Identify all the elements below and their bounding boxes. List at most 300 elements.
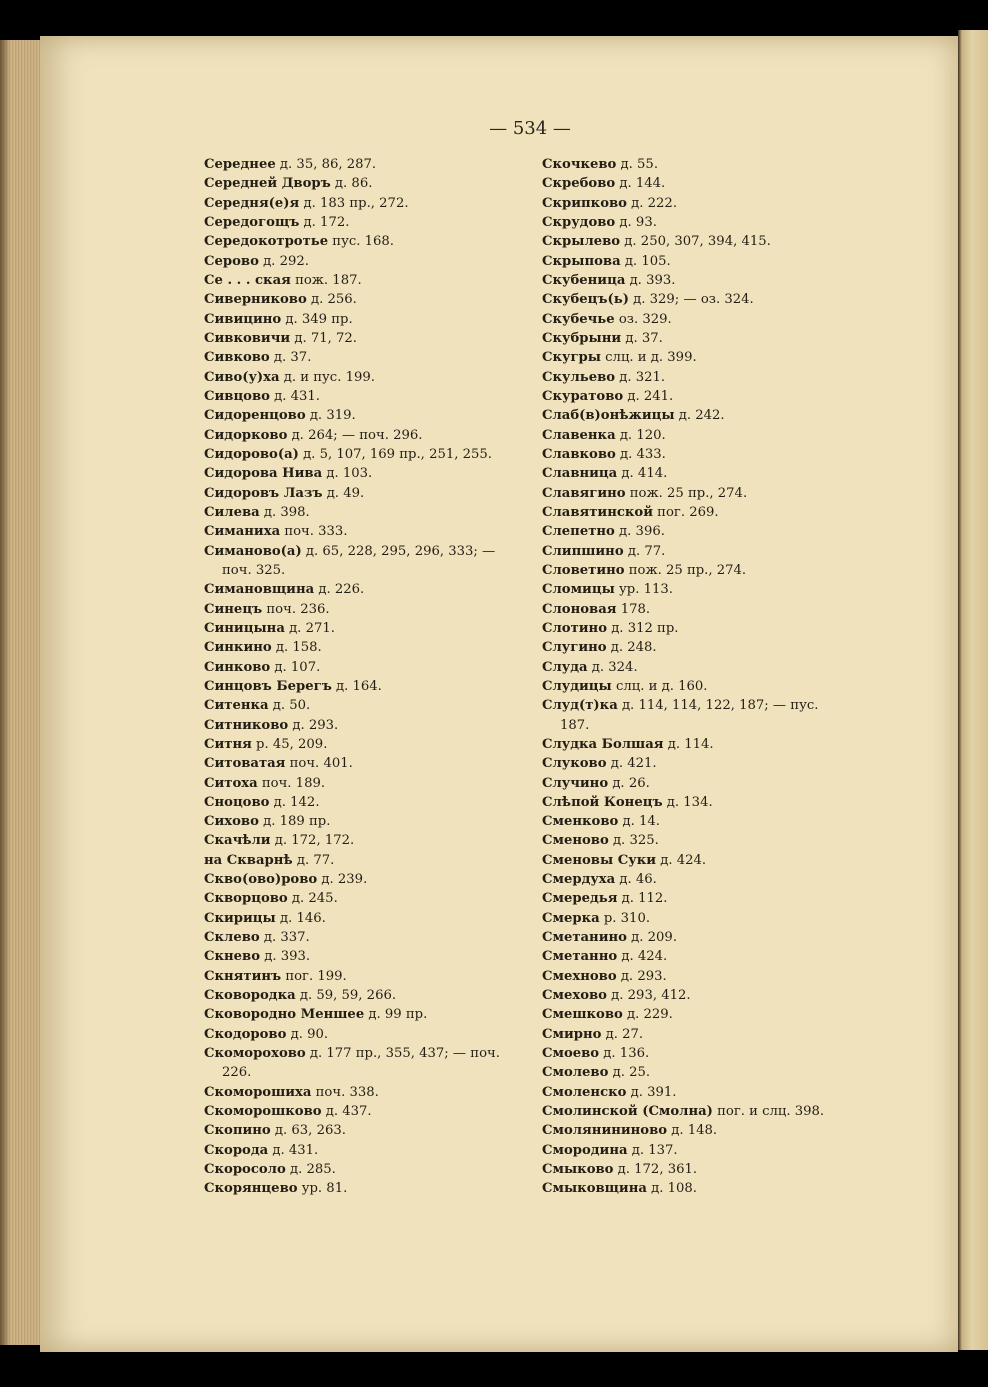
entry-name: Сковородка — [204, 988, 296, 1004]
index-entry — [542, 580, 862, 599]
index-entry — [542, 638, 862, 657]
index-entry — [542, 484, 862, 503]
entry-reference: д. 49. — [322, 485, 365, 501]
entry-name: Скорода — [204, 1142, 269, 1158]
entry-reference: д. 146. — [275, 910, 326, 926]
index-entry — [204, 329, 584, 348]
entry-name: Словетино — [542, 562, 625, 578]
entry-name: Скворцово — [204, 891, 288, 907]
entry-name: Смородина — [542, 1142, 628, 1158]
index-entry — [204, 522, 584, 541]
index-entry — [204, 793, 584, 812]
entry-name: Слотино — [542, 620, 607, 636]
entry-name: Сидоренцово — [204, 408, 306, 424]
entry-continuation: 226. — [222, 1065, 252, 1081]
index-entry — [204, 1160, 584, 1179]
entry-reference: д. 431. — [268, 1142, 319, 1158]
index-entry — [204, 851, 584, 870]
entry-name: Середнее — [204, 157, 276, 172]
entry-name: Слипшино — [542, 543, 624, 559]
entry-name: Сивковичи — [204, 330, 291, 346]
index-entry — [542, 368, 862, 387]
entry-name: Симановщина — [204, 582, 315, 598]
entry-name: Сноцово — [204, 794, 270, 810]
index-entry — [542, 1141, 862, 1160]
entry-reference: д. 431. — [269, 388, 320, 404]
entry-reference: д. 293. — [616, 968, 667, 984]
entry-name: Середогощъ — [204, 214, 300, 230]
entry-name: Скнево — [204, 949, 261, 965]
entry-name: Се . . . ская — [204, 272, 291, 288]
entry-name: Славница — [542, 466, 618, 482]
entry-name: Скоросоло — [204, 1162, 286, 1178]
entry-continuation: 187. — [560, 717, 590, 733]
entry-reference: д. 77. — [623, 543, 666, 559]
entry-reference: д. 292. — [258, 253, 309, 269]
entry-name: Слуково — [542, 756, 607, 772]
index-entry — [542, 909, 862, 928]
index-entry — [204, 1044, 584, 1083]
entry-reference: д. 172, 361. — [613, 1162, 698, 1178]
index-entry — [542, 1025, 862, 1044]
entry-reference: д. 293. — [288, 717, 339, 733]
entry-name: Склево — [204, 930, 260, 946]
entry-reference: д. 250, 307, 394, 415. — [620, 234, 771, 250]
index-entry — [204, 194, 584, 213]
index-entry — [542, 542, 862, 561]
index-entry — [204, 735, 584, 754]
entry-reference: пог. и слц. 398. — [712, 1104, 825, 1120]
entry-reference: д. 14. — [618, 814, 660, 830]
page-number: — 534 — — [489, 118, 571, 139]
entry-reference: д. 164. — [331, 678, 382, 694]
index-entry — [204, 1121, 584, 1140]
entry-reference: д. 325. — [608, 833, 659, 849]
entry-reference: д. 136. — [599, 1046, 650, 1062]
index-entry — [542, 310, 862, 329]
index-entry — [204, 310, 584, 329]
entry-reference: 178. — [616, 601, 651, 617]
entry-name: Скульево — [542, 369, 616, 385]
entry-name: Смешково — [542, 1007, 623, 1023]
entry-name: Слуд(т)ка — [542, 698, 618, 714]
entry-name: Слугино — [542, 640, 607, 656]
index-entry — [542, 831, 862, 850]
entry-reference: слц. и д. 399. — [600, 350, 697, 366]
index-entry — [204, 928, 584, 947]
index-entry — [542, 658, 862, 677]
entry-name: Синкино — [204, 640, 272, 656]
entry-reference: д. 55. — [616, 157, 659, 172]
index-entry — [204, 677, 584, 696]
entry-name: Сменовы Суки — [542, 852, 657, 868]
entry-name: Скрылево — [542, 234, 621, 250]
entry-reference: пус. 168. — [328, 234, 394, 250]
entry-reference: д. 37. — [269, 350, 312, 366]
entry-reference: д. 26. — [608, 775, 650, 791]
entry-reference: д. 120. — [615, 427, 666, 443]
entry-name: Скубецъ(ь) — [542, 292, 629, 308]
entry-name: Смыковщина — [542, 1181, 647, 1197]
index-entry — [542, 271, 862, 290]
index-entry — [204, 1141, 584, 1160]
entry-name: Славенка — [542, 427, 616, 443]
entry-reference: д. 248. — [606, 640, 657, 656]
entry-name: Середня(е)я — [204, 195, 300, 211]
entry-name: Синецъ — [204, 601, 263, 617]
index-entry — [542, 155, 862, 174]
entry-reference: д. 114. — [663, 736, 714, 752]
entry-name: Скугры — [542, 350, 601, 366]
entry-reference: д. 107. — [270, 659, 321, 675]
entry-reference: д. 90. — [286, 1026, 329, 1042]
entry-name: Ситоха — [204, 775, 258, 791]
entry-reference: д. 433. — [615, 446, 666, 462]
index-entry — [542, 735, 862, 754]
index-entry — [542, 1044, 862, 1063]
entry-name: Сихово — [204, 814, 259, 830]
entry-reference: д. 37. — [621, 330, 663, 346]
entry-name: Слудка Болшая — [542, 736, 664, 752]
entry-reference: д. 421. — [606, 756, 657, 772]
entry-reference: д. 172, 172. — [270, 833, 355, 849]
index-entry — [204, 986, 584, 1005]
index-entry — [204, 232, 584, 251]
index-entry — [542, 445, 862, 464]
entry-reference: д. 256. — [306, 292, 357, 308]
entry-name: Славково — [542, 446, 616, 462]
entry-reference: д. 229. — [622, 1007, 673, 1023]
index-entry — [204, 716, 584, 735]
entry-name: Смыково — [542, 1162, 614, 1178]
entry-name: Скрыпова — [542, 253, 621, 269]
entry-name: Скоморошково — [204, 1104, 322, 1120]
entry-reference: д. 63, 263. — [270, 1123, 346, 1139]
entry-reference: д. 242. — [674, 408, 725, 424]
entry-reference: д. 437. — [321, 1104, 372, 1120]
index-entry — [204, 580, 584, 599]
entry-name: Слудицы — [542, 678, 612, 694]
entry-name: Случино — [542, 775, 609, 791]
entry-name: Смоево — [542, 1046, 600, 1062]
entry-reference: д. 222. — [626, 195, 678, 211]
entry-reference: д. 137. — [627, 1142, 678, 1158]
entry-reference: д. 226. — [314, 582, 365, 598]
index-entry — [204, 1179, 584, 1198]
entry-reference: д. 329; — оз. 324. — [628, 292, 754, 308]
entry-reference: д. 71, 72. — [290, 330, 357, 346]
entry-name: Середней Дворъ — [204, 176, 331, 192]
entry-name: Синицына — [204, 620, 285, 636]
entry-reference: д. 99 пр. — [364, 1007, 428, 1023]
entry-reference: д. 319. — [305, 408, 356, 424]
entry-name: Смерка — [542, 910, 600, 926]
entry-reference: д. 337. — [259, 930, 310, 946]
entry-name: Смехново — [542, 968, 617, 984]
entry-reference: д. 183 пр., 272. — [299, 195, 409, 211]
entry-reference: д. 112. — [617, 891, 668, 907]
index-entry — [542, 696, 862, 735]
entry-reference: слц. и д. 160. — [611, 678, 708, 694]
index-entry — [204, 774, 584, 793]
entry-reference: д. 158. — [271, 640, 322, 656]
index-entry — [542, 503, 862, 522]
entry-reference: д. 239. — [317, 872, 368, 888]
entry-name: Слоновая — [542, 601, 617, 617]
index-entry — [542, 232, 862, 251]
index-entry — [204, 870, 584, 889]
entry-reference: д. 396. — [614, 524, 665, 540]
index-entry — [542, 812, 862, 831]
index-entry — [542, 1063, 862, 1082]
entry-reference: поч. 236. — [262, 601, 330, 617]
entry-name: Скубеница — [542, 272, 626, 288]
index-entry — [542, 464, 862, 483]
entry-reference: д. 209. — [626, 930, 678, 946]
entry-reference: д. 59, 59, 266. — [295, 988, 397, 1004]
entry-name: Сидоровъ Лазъ — [204, 485, 323, 501]
index-entry — [204, 426, 584, 445]
entry-name: Сидорова Нива — [204, 466, 323, 482]
entry-name: Слѣпой Конецъ — [542, 794, 663, 810]
entry-name: Середокотротье — [204, 234, 329, 250]
entry-name: Сиверниково — [204, 292, 307, 308]
index-entry — [542, 329, 862, 348]
index-entry — [204, 445, 584, 464]
index-entry — [204, 348, 584, 367]
entry-reference: поч. 338. — [311, 1084, 379, 1100]
entry-name: Сметанно — [542, 949, 618, 965]
index-entry — [204, 658, 584, 677]
index-entry — [542, 213, 862, 232]
entry-name: Скубрыни — [542, 330, 622, 346]
entry-reference: д. 264; — поч. 296. — [287, 427, 423, 443]
entry-name: Смолево — [542, 1065, 609, 1081]
index-entry — [204, 387, 584, 406]
entry-reference: д. 241. — [623, 388, 674, 404]
entry-name: Славятинской — [542, 504, 653, 520]
entry-name: Сивицино — [204, 311, 282, 327]
index-entry — [542, 986, 862, 1005]
entry-name: Смолянининово — [542, 1123, 668, 1139]
entry-name: Симаниха — [204, 524, 281, 540]
entry-reference: д. 245. — [287, 891, 338, 907]
next-page-edge — [958, 30, 988, 1350]
entry-reference: д. 424. — [617, 949, 668, 965]
index-entry — [204, 889, 584, 908]
entry-reference: д. 393. — [625, 272, 676, 288]
entry-reference: д. 108. — [646, 1181, 697, 1197]
entry-reference: д. 391. — [626, 1084, 677, 1100]
index-entry — [542, 1005, 862, 1024]
index-entry — [542, 774, 862, 793]
entry-reference: поч. 189. — [257, 775, 326, 791]
index-entry — [204, 484, 584, 503]
entry-name: Ситня — [204, 736, 252, 752]
entry-name: Ситенка — [204, 698, 269, 714]
entry-reference: пог. 269. — [652, 504, 719, 520]
entry-reference: поч. 333. — [280, 524, 348, 540]
entry-name: Скопино — [204, 1123, 271, 1139]
entry-name: Скирицы — [204, 910, 276, 926]
index-entry — [542, 793, 862, 812]
entry-reference: д. 172. — [299, 214, 350, 230]
entry-reference: д. 93. — [615, 214, 657, 230]
index-entry — [542, 348, 862, 367]
entry-name: Сломицы — [542, 582, 615, 598]
entry-reference: д. и пус. 199. — [279, 369, 375, 385]
entry-name: Сивцово — [204, 388, 270, 404]
index-entry — [204, 503, 584, 522]
index-entry — [204, 947, 584, 966]
entry-reference: д. 65, 228, 295, 296, 333; — — [301, 543, 496, 559]
entry-name: Синково — [204, 659, 271, 675]
entry-reference: д. 77. — [292, 852, 335, 868]
entry-reference: р. 45, 209. — [251, 736, 328, 752]
index-entry — [204, 174, 584, 193]
entry-reference: д. 424. — [656, 852, 707, 868]
entry-reference: д. 103. — [322, 466, 373, 482]
entry-name: Скуратово — [542, 388, 624, 404]
entry-name: Ситниково — [204, 717, 289, 733]
index-entry — [204, 754, 584, 773]
entry-reference: д. 177 пр., 355, 437; — поч. — [305, 1046, 500, 1062]
index-entry — [204, 464, 584, 483]
index-entry — [542, 928, 862, 947]
entry-name: Смоленско — [542, 1084, 627, 1100]
entry-name: Скубечье — [542, 311, 615, 327]
index-entry — [204, 967, 584, 986]
entry-name: Славягино — [542, 485, 626, 501]
index-entry — [204, 1102, 584, 1121]
index-entry — [204, 252, 584, 271]
index-entry — [542, 1121, 862, 1140]
index-entry — [542, 522, 862, 541]
index-entry — [204, 831, 584, 850]
entry-reference: пог. 199. — [281, 968, 347, 984]
index-entry — [542, 600, 862, 619]
index-entry — [542, 619, 862, 638]
entry-reference: пож. 25 пр., 274. — [625, 485, 748, 501]
entry-name: Смехово — [542, 988, 607, 1004]
index-entry — [204, 406, 584, 425]
entry-name: Слаб(в)онѣжицы — [542, 408, 675, 424]
entry-name: Скнятинъ — [204, 968, 282, 984]
entry-reference: р. 310. — [599, 910, 651, 926]
index-entry — [204, 542, 584, 581]
entry-continuation: поч. 325. — [222, 562, 286, 578]
entry-reference: д. 142. — [269, 794, 320, 810]
index-entry — [204, 696, 584, 715]
entry-reference: д. 25. — [608, 1065, 651, 1081]
entry-name: Сменово — [542, 833, 609, 849]
entry-name: Ситоватая — [204, 756, 286, 772]
entry-name: Скоморохово — [204, 1046, 306, 1062]
index-entry — [204, 290, 584, 309]
entry-name: Сковородно Меншее — [204, 1007, 365, 1023]
entry-name: Скочкево — [542, 157, 617, 172]
entry-name: Смолинской (Смолна) — [542, 1104, 713, 1120]
entry-reference: д. 105. — [620, 253, 671, 269]
index-entry — [204, 638, 584, 657]
entry-name: Сиво(у)ха — [204, 369, 280, 385]
entry-reference: пож. 25 пр., 274. — [624, 562, 747, 578]
entry-name: Слепетно — [542, 524, 615, 540]
entry-name: Сменково — [542, 814, 619, 830]
entry-reference: д. 324. — [587, 659, 638, 675]
entry-name: на Скварнѣ — [204, 852, 293, 868]
index-entry — [542, 252, 862, 271]
entry-reference: д. 312 пр. — [607, 620, 679, 636]
index-entry — [204, 909, 584, 928]
entry-reference: д. 285. — [285, 1162, 336, 1178]
entry-reference: д. 35, 86, 287. — [275, 157, 377, 172]
entry-name: Симаново(а) — [204, 543, 302, 559]
index-entry — [204, 213, 584, 232]
entry-reference: д. 144. — [615, 176, 666, 192]
entry-reference: д. 321. — [615, 369, 666, 385]
spine-shadow — [0, 40, 10, 1345]
entry-name: Скодорово — [204, 1026, 287, 1042]
index-entry — [542, 1102, 862, 1121]
entry-reference: д. 349 пр. — [281, 311, 353, 327]
index-entry — [542, 967, 862, 986]
index-entry — [542, 947, 862, 966]
entry-name: Смердуха — [542, 872, 616, 888]
index-entry — [542, 851, 862, 870]
entry-name: Смирно — [542, 1026, 602, 1042]
entry-name: Сметанино — [542, 930, 627, 946]
entry-reference: д. 46. — [615, 872, 657, 888]
entry-name: Скорянцево — [204, 1181, 298, 1197]
entry-reference: д. 134. — [662, 794, 713, 810]
index-entry — [542, 889, 862, 908]
entry-reference: ур. 113. — [614, 582, 673, 598]
index-column-right — [542, 155, 862, 1199]
index-entry — [542, 174, 862, 193]
index-entry — [204, 368, 584, 387]
index-entry — [542, 290, 862, 309]
entry-reference: д. 414. — [617, 466, 668, 482]
index-entry — [204, 1083, 584, 1102]
index-entry — [542, 1083, 862, 1102]
entry-reference: поч. 401. — [285, 756, 353, 772]
entry-name: Силева — [204, 504, 260, 520]
entry-reference: оз. 329. — [614, 311, 672, 327]
entry-name: Скоморошиха — [204, 1084, 312, 1100]
entry-reference: д. 5, 107, 169 пр., 251, 255. — [298, 446, 492, 462]
index-entry — [204, 1025, 584, 1044]
entry-name: Слуда — [542, 659, 588, 675]
index-entry — [542, 1160, 862, 1179]
index-entry — [542, 561, 862, 580]
entry-reference: д. 50. — [268, 698, 311, 714]
entry-reference: д. 293, 412. — [606, 988, 691, 1004]
entry-name: Скребово — [542, 176, 616, 192]
index-entry — [542, 406, 862, 425]
entry-name: Скрипково — [542, 195, 627, 211]
entry-reference: д. 114, 114, 122, 187; — пус. — [617, 698, 819, 714]
entry-name: Смередья — [542, 891, 618, 907]
entry-reference: ур. 81. — [297, 1181, 348, 1197]
entry-name: Сидорово(а) — [204, 446, 299, 462]
entry-name: Скачѣли — [204, 833, 271, 849]
entry-name: Синцовъ Берегъ — [204, 678, 332, 694]
index-entry — [204, 619, 584, 638]
entry-reference: д. 271. — [284, 620, 335, 636]
index-entry — [204, 600, 584, 619]
index-entry — [204, 812, 584, 831]
